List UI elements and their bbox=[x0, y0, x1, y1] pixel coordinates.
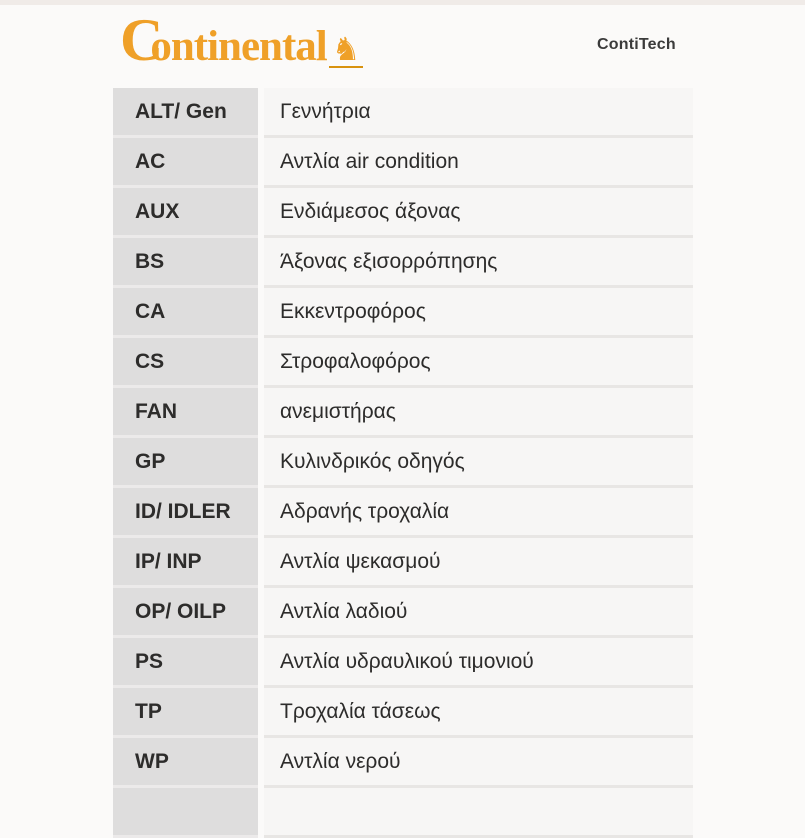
description-cell: Ενδιάμεσος άξονας bbox=[264, 188, 693, 238]
table-row bbox=[113, 688, 693, 738]
description-cell: Αδρανής τροχαλία bbox=[264, 488, 693, 538]
horse-underline bbox=[329, 30, 364, 68]
table-row bbox=[113, 388, 693, 438]
table-row bbox=[113, 538, 693, 588]
abbr-cell: ALT/ Gen bbox=[113, 88, 258, 138]
rearing-horse-icon: ♞ bbox=[331, 30, 361, 68]
table-row bbox=[113, 138, 693, 188]
description-cell: Αντλία υδραυλικού τιμονιού bbox=[264, 638, 693, 688]
description-cell: Αντλία ψεκασμού bbox=[264, 538, 693, 588]
abbr-cell: OP/ OILP bbox=[113, 588, 258, 638]
abbr-cell: BS bbox=[113, 238, 258, 288]
table-row bbox=[113, 238, 693, 288]
logo-letter-c: C bbox=[120, 7, 164, 73]
table-row bbox=[113, 738, 693, 788]
logo-wordmark: ontinental bbox=[150, 23, 327, 70]
description-cell: Στροφαλοφόρος bbox=[264, 338, 693, 388]
description-cell: Αντλία λαδιού bbox=[264, 588, 693, 638]
table-row bbox=[113, 88, 693, 138]
abbr-cell: WP bbox=[113, 738, 258, 788]
abbreviation-legend-table bbox=[113, 88, 693, 838]
abbr-cell: CS bbox=[113, 338, 258, 388]
description-cell: ανεμιστήρας bbox=[264, 388, 693, 438]
abbr-cell: CA bbox=[113, 288, 258, 338]
abbr-cell: ID/ IDLER bbox=[113, 488, 258, 538]
table-row bbox=[113, 438, 693, 488]
abbr-cell: AUX bbox=[113, 188, 258, 238]
description-cell: Κυλινδρικός οδηγός bbox=[264, 438, 693, 488]
description-cell: Εκκεντροφόρος bbox=[264, 288, 693, 338]
table-row bbox=[113, 488, 693, 538]
abbr-cell: FAN bbox=[113, 388, 258, 438]
description-cell: Αντλία air condition bbox=[264, 138, 693, 188]
abbr-cell: GP bbox=[113, 438, 258, 488]
abbr-cell: TP bbox=[113, 688, 258, 738]
table-row bbox=[113, 288, 693, 338]
description-cell: Άξονας εξισορρόπησης bbox=[264, 238, 693, 288]
abbr-cell: AC bbox=[113, 138, 258, 188]
abbr-cell: IP/ INP bbox=[113, 538, 258, 588]
continental-logo bbox=[120, 7, 363, 73]
description-cell: Αντλία νερού bbox=[264, 738, 693, 788]
header bbox=[0, 0, 805, 88]
abbr-cell: PS bbox=[113, 638, 258, 688]
description-cell bbox=[264, 788, 693, 838]
table-row bbox=[113, 638, 693, 688]
description-cell: Γεννήτρια bbox=[264, 88, 693, 138]
description-cell: Τροχαλία τάσεως bbox=[264, 688, 693, 738]
contitech-wordmark: ContiTech bbox=[597, 36, 676, 53]
abbr-cell bbox=[113, 788, 258, 838]
table-row bbox=[113, 588, 693, 638]
table-row-partial bbox=[113, 788, 693, 838]
table-row bbox=[113, 188, 693, 238]
table-row bbox=[113, 338, 693, 388]
